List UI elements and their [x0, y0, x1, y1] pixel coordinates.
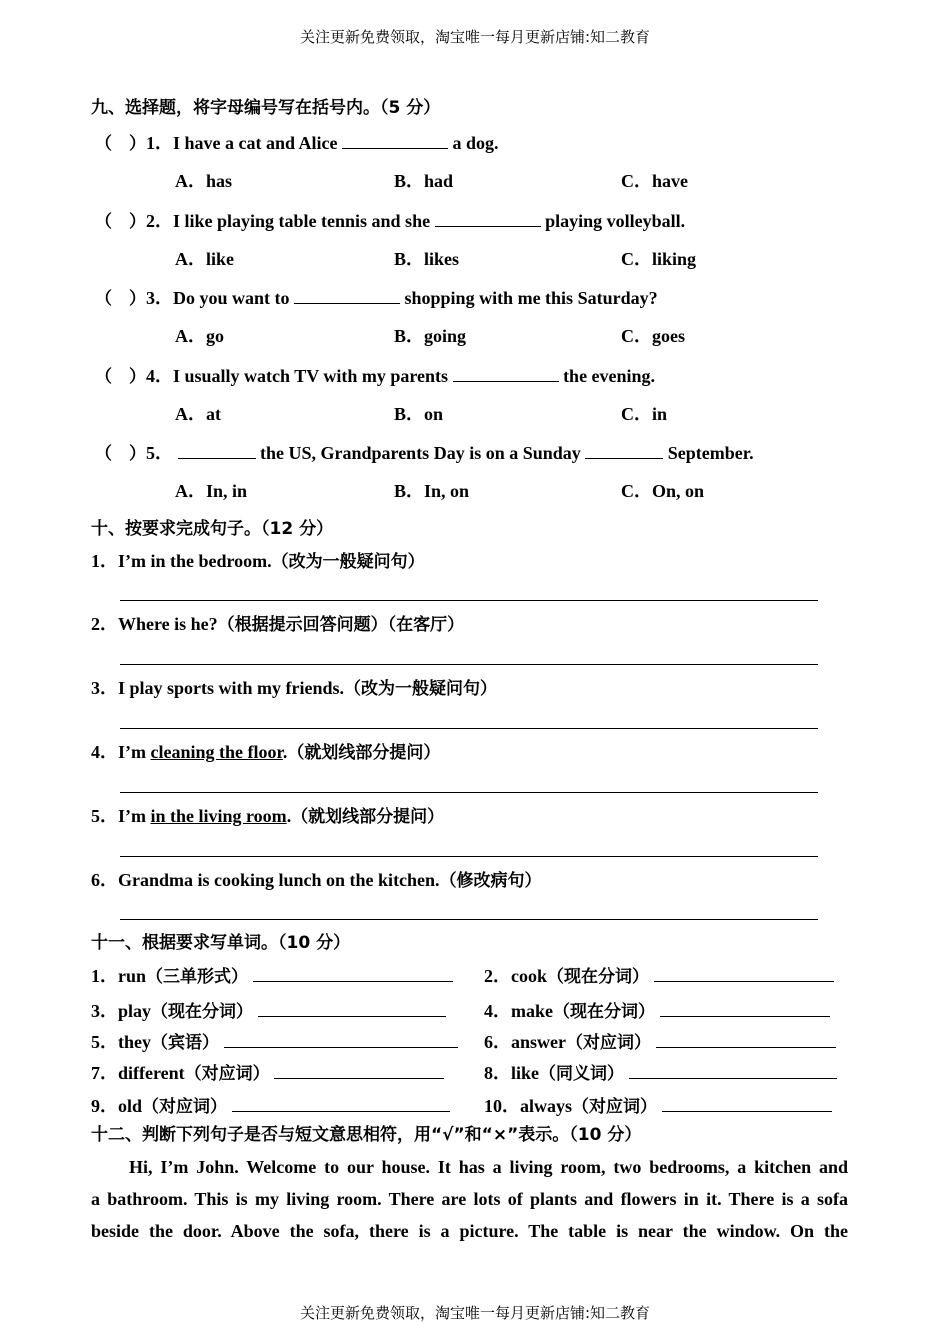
- option-a: A．has: [175, 171, 233, 191]
- answer-line[interactable]: [120, 728, 818, 729]
- option-b: B．had: [394, 171, 454, 191]
- answer-blank[interactable]: [342, 130, 448, 149]
- answer-line[interactable]: [120, 856, 818, 857]
- answer-blank[interactable]: [258, 998, 446, 1017]
- answer-line[interactable]: [120, 664, 818, 665]
- option-b: B．In, on: [394, 481, 470, 501]
- answer-blank[interactable]: [294, 285, 400, 304]
- section-10-title: 十、按要求完成句子。（12 分）: [91, 519, 334, 539]
- word-item-3: 3．play（现在分词）: [91, 998, 446, 1024]
- option-c: C．On, on: [621, 481, 705, 501]
- rewrite-item-5: 5．I’m in the living room.（就划线部分提问）: [91, 806, 445, 827]
- section-12-title: 十二、判断下列句子是否与短文意思相符，用“√”和“×”表示。（10 分）: [91, 1125, 642, 1145]
- underlined-phrase: in the living room: [150, 806, 287, 826]
- answer-bracket[interactable]: （ ）: [95, 134, 146, 154]
- answer-bracket[interactable]: （ ）: [95, 289, 146, 309]
- rewrite-item-6: 6．Grandma is cooking lunch on the kitchen.（修改病句）: [91, 870, 542, 891]
- word-item-7: 7．different（对应词）: [91, 1060, 444, 1086]
- question-5: （ ）5． the US, Grandparents Day is on a Sunday September.: [95, 440, 754, 466]
- word-item-6: 6．answer（对应词）: [484, 1029, 836, 1055]
- question-1: （ ）1．I have a cat and Alice a dog.: [95, 130, 499, 156]
- answer-blank[interactable]: [253, 963, 453, 982]
- answer-blank[interactable]: [654, 963, 834, 982]
- page-footer: 关注更新免费领取，淘宝唯一每月更新店铺:知二教育: [299, 1304, 651, 1322]
- question-3: （ ）3．Do you want to shopping with me this Saturday?: [95, 285, 658, 311]
- answer-blank[interactable]: [224, 1029, 458, 1048]
- option-b: B．on: [394, 404, 444, 424]
- answer-blank[interactable]: [274, 1060, 444, 1079]
- passage-line: a bathroom. This is my living room. There are lots of plants and flowers in it. There is a sofa: [91, 1189, 848, 1209]
- answer-blank[interactable]: [435, 208, 541, 227]
- option-a: A．at: [175, 404, 221, 424]
- option-c: C．goes: [621, 326, 685, 346]
- reading-passage: [91, 1151, 848, 1247]
- option-a: A．In, in: [175, 481, 248, 501]
- answer-blank[interactable]: [585, 440, 663, 459]
- rewrite-item-1: 1．I’m in the bedroom.（改为一般疑问句）: [91, 551, 425, 572]
- word-item-9: 9．old（对应词）: [91, 1093, 450, 1119]
- question-4: （ ）4．I usually watch TV with my parents the evening.: [95, 363, 655, 389]
- answer-bracket[interactable]: （ ）: [95, 212, 146, 232]
- rewrite-item-2: 2．Where is he?（根据提示回答问题）（在客厅）: [91, 614, 465, 635]
- option-a: A．go: [175, 326, 224, 346]
- word-item-4: 4．make（现在分词）: [484, 998, 830, 1024]
- passage-line: Hi, I’m John. Welcome to our house. It has a living room, two bedrooms, a kitchen and: [129, 1157, 848, 1177]
- rewrite-item-4: 4．I’m cleaning the floor.（就划线部分提问）: [91, 742, 441, 763]
- word-item-2: 2．cook（现在分词）: [484, 963, 834, 989]
- word-item-10: 10．always（对应词）: [484, 1093, 832, 1119]
- answer-line[interactable]: [120, 919, 818, 920]
- underlined-phrase: cleaning the floor: [150, 742, 283, 762]
- answer-blank[interactable]: [662, 1093, 832, 1112]
- option-c: C．liking: [621, 249, 697, 269]
- option-a: A．like: [175, 249, 235, 269]
- answer-blank[interactable]: [178, 440, 256, 459]
- answer-blank[interactable]: [453, 363, 559, 382]
- option-c: C．have: [621, 171, 688, 191]
- answer-bracket[interactable]: （ ）: [95, 444, 146, 464]
- option-b: B．likes: [394, 249, 460, 269]
- answer-line[interactable]: [120, 792, 818, 793]
- option-c: C．in: [621, 404, 668, 424]
- word-item-5: 5．they（宾语）: [91, 1029, 458, 1055]
- section-11-title: 十一、根据要求写单词。（10 分）: [91, 933, 351, 953]
- question-2: （ ）2．I like playing table tennis and she playing volleyball.: [95, 208, 685, 234]
- section-9-title: 九、选择题，将字母编号写在括号内。（5 分）: [91, 98, 441, 118]
- option-b: B．going: [394, 326, 467, 346]
- answer-blank[interactable]: [629, 1060, 837, 1079]
- answer-line[interactable]: [120, 600, 818, 601]
- passage-line: beside the door. Above the sofa, there is a picture. The table is near the window. On the: [91, 1221, 848, 1241]
- answer-blank[interactable]: [660, 998, 830, 1017]
- word-item-8: 8．like（同义词）: [484, 1060, 837, 1086]
- rewrite-item-3: 3．I play sports with my friends.（改为一般疑问句）: [91, 678, 498, 699]
- answer-blank[interactable]: [232, 1093, 450, 1112]
- word-item-1: 1．run（三单形式）: [91, 963, 453, 989]
- page-header: 关注更新免费领取，淘宝唯一每月更新店铺:知二教育: [299, 28, 651, 46]
- answer-bracket[interactable]: （ ）: [95, 367, 146, 387]
- answer-blank[interactable]: [656, 1029, 836, 1048]
